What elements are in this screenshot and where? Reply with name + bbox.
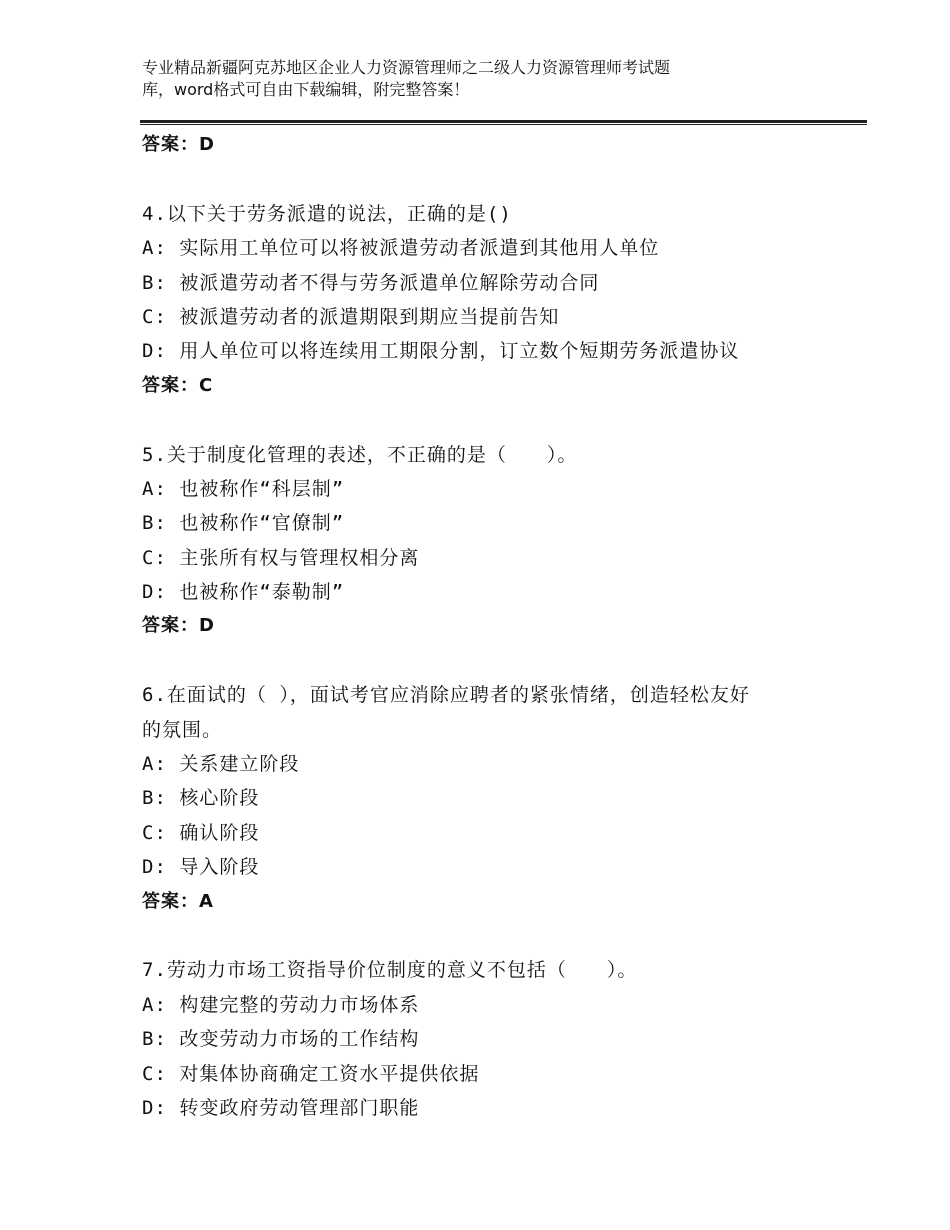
spacer [142, 162, 832, 196]
option-d: D: 也被称作“泰勒制” [142, 581, 345, 604]
spacer [142, 403, 832, 437]
spacer [142, 644, 832, 678]
question-5 [142, 438, 832, 644]
option-c: C: 对集体协商确定工资水平提供依据 [142, 1062, 480, 1085]
header-line-1: 专业精品新疆阿克苏地区企业人力资源管理师之二级人力资源管理师考试题 [142, 58, 671, 77]
question-7 [142, 953, 832, 1125]
question-stem: 4.以下关于劳务派遣的说法，正确的是() [142, 202, 512, 225]
answer: 答案：D [142, 615, 215, 637]
option-c: C: 确认阶段 [142, 821, 260, 844]
option-b: B: 被派遣劳动者不得与劳务派遣单位解除劳动合同 [142, 271, 600, 294]
header-divider [140, 120, 867, 125]
option-c: C: 主张所有权与管理权相分离 [142, 546, 420, 569]
document-header [142, 57, 802, 101]
spacer [142, 919, 832, 953]
question-list [142, 128, 832, 1125]
option-d: D: 转变政府劳动管理部门职能 [142, 1096, 420, 1119]
option-b: B: 也被称作“官僚制” [142, 512, 345, 535]
question-stem: 6.在面试的（ ），面试考官应消除应聘者的紧张情绪，创造轻松友好 [142, 684, 750, 707]
option-b: B: 核心阶段 [142, 787, 260, 810]
previous-answer: 答案：D [142, 134, 215, 155]
question-stem-continued: 的氛围。 [142, 718, 223, 741]
option-d: D: 导入阶段 [142, 856, 260, 879]
question-stem: 5.关于制度化管理的表述，不正确的是（ ）。 [142, 443, 578, 466]
question-4 [142, 197, 832, 403]
option-a: A: 也被称作“科层制” [142, 477, 345, 500]
question-6 [142, 678, 832, 919]
option-a: A: 构建完整的劳动力市场体系 [142, 993, 420, 1016]
answer: 答案：A [142, 890, 214, 912]
option-b: B: 改变劳动力市场的工作结构 [142, 1028, 420, 1051]
header-line-2: 库，word格式可自由下载编辑，附完整答案！ [142, 80, 470, 99]
option-a: A: 实际用工单位可以将被派遣劳动者派遣到其他用人单位 [142, 237, 660, 260]
question-stem: 7.劳动力市场工资指导价位制度的意义不包括（ ）。 [142, 959, 638, 982]
answer: 答案：C [142, 374, 214, 396]
option-a: A: 关系建立阶段 [142, 753, 300, 776]
option-c: C: 被派遣劳动者的派遣期限到期应当提前告知 [142, 305, 560, 328]
option-d: D: 用人单位可以将连续用工期限分割，订立数个短期劳务派遣协议 [142, 340, 740, 363]
